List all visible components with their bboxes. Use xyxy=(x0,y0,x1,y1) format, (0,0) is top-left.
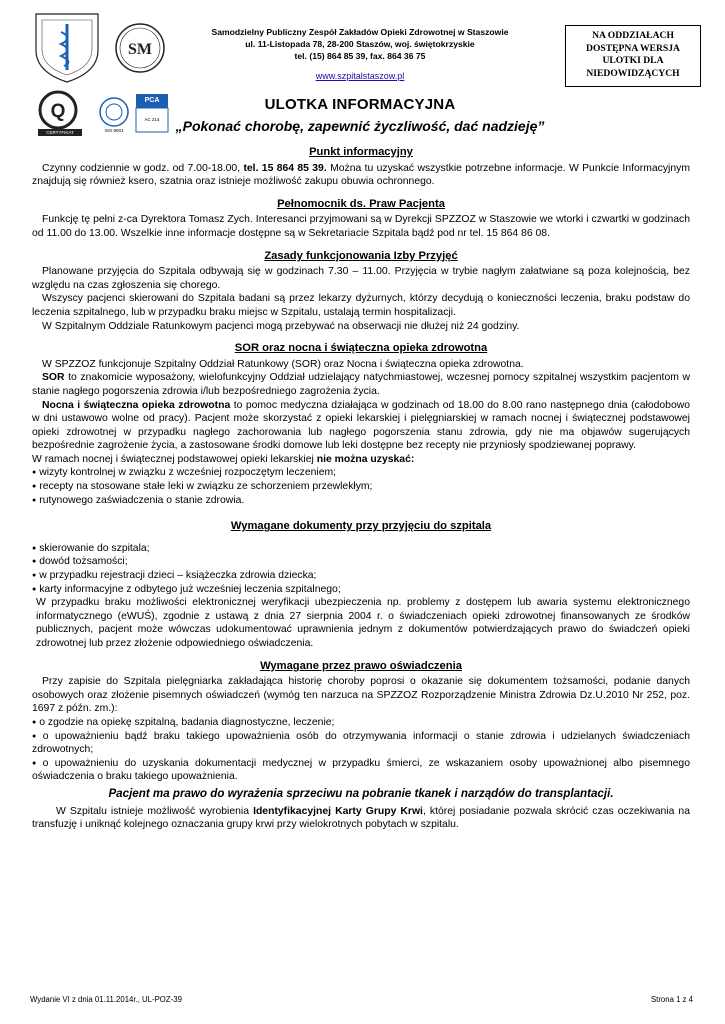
list-item: ● dowód tożsamości; xyxy=(32,555,690,569)
seal-icon xyxy=(116,24,164,72)
night-care-term: Nocna i świąteczna opieka zdrowotna xyxy=(42,399,231,411)
org-name: Samodzielny Publiczny Zespół Zakładów Opieki Zdrowotnej w Staszowie xyxy=(211,27,509,37)
list-item: ● w przypadku rejestracji dzieci – książeczka zdrowia dziecka; xyxy=(32,569,690,583)
text: to znakomicie wyposażony, wielofunkcyjny Oddział udzielający natychmiastowej, wczesnej pomocy szpitalnej wszystkim pacjentom w stanie nagłego pogorszenia zdrowia i/lub bezpośredniego zagrożenia życia. xyxy=(32,372,690,397)
admission-paragraph: W Szpitalnym Oddziale Ratunkowym pacjenci mogą przebywać na obserwacji nie dłużej niż 24 godziny. xyxy=(42,320,520,332)
notice-line: NA ODDZIAŁACH xyxy=(592,30,674,41)
org-phone: tel. (15) 864 85 39, fax. 864 36 75 xyxy=(294,51,426,61)
text: Czynny codziennie w godz. od 7.00-18.00, xyxy=(42,162,241,174)
pca-sub-label: AC 214 xyxy=(144,117,160,122)
documents-list xyxy=(32,542,690,596)
section-heading-documents: Wymagane dokumenty przy przyjęciu do szpitala xyxy=(230,520,492,533)
patient-rights-paragraph: Funkcję tę pełni z-ca Dyrektora Tomasz Zych. Interesanci przyjmowani są w Dyrekcji SPZZOZ w Staszowie we wtorki i czwartki w godzinach od 11.00 do 13.00. Wszelkie inne informacje dostępne są w Sekretariacie Szpitala bądź pod nr tel. 15 864 86 08. xyxy=(32,214,690,239)
section-heading-admission-rules: Zasady funkcjonowania Izby Przyjęć xyxy=(264,249,458,262)
notice-line: ULOTKI DLA xyxy=(602,55,664,66)
text: Można tu uzyskać wszystkie potrzebne informacje. W Punkcie Informacyjnym znajdują się również ksero, szatnia oraz istnieje możliwość zakupu obuwia ochronnego. xyxy=(32,162,690,188)
admission-paragraph: Wszyscy pacjenci skierowani do Szpitala badani są przez lekarzy dyżurnych, którzy decydują o konieczności leczenia, braku podstaw do leczenia szpitalnego, lub w przypadku braku miejsc w Szpitalu, ustalają termin hospitalizacji. xyxy=(32,293,690,318)
admission-paragraph: Planowane przyjęcia do Szpitala odbywają się w godzinach 7.30 – 11.00. Przyjęcia w trybie nagłym załatwiane są poza kolejnością, bez względu na czas zgłoszenia się chorego. xyxy=(32,266,690,291)
text: W ramach nocnej i świątecznej podstawowej opieki lekarskiej xyxy=(32,453,314,465)
iso-label: ISO 9001 xyxy=(104,128,124,133)
leaflet-content xyxy=(32,143,690,832)
iso-icon xyxy=(100,98,128,126)
text: to pomoc medyczna działająca w godzinach od 18.00 do 8.00 rano następnego dnia (całodobowo w dni ustawowo wolne od pracy). Pacjent może skorzystać z opieki lekarskiej i pielęgniarskiej w ramach nocnej i świątecznej podstawowej opieki zdrowotnej w przypadku nagłego zachorowania lub nagłego pogorszenia stanu zdrowia, gdy nie ma objawów sugerujących bezpośrednie zagrożenie życia, a zastosowane środki domowe lub leki dostępne bez recepty nie przyniosły spodziewanej poprawy. xyxy=(32,399,691,452)
transplant-statement: Pacjent ma prawo do wyrażenia sprzeciwu na pobranie tkanek i narządów do transplantacji. xyxy=(108,786,614,800)
blood-card-paragraph xyxy=(32,805,690,832)
statements-paragraph: Przy zapisie do Szpitala pielęgniarka zakładająca historię choroby poprosi o okazanie się dokumentem tożsamości, podanie danych osobowych oraz złożenie pisemnych oświadczeń (wymóg ten narzuca na SPZZOZ Rozporządzenie Ministra Zdrowia Dz.U.2010 Nr 252, poz. 1697 z późn. zm.): xyxy=(32,676,690,715)
list-item: ● wizyty kontrolnej w związku z wcześniej rozpoczętym leczeniem; xyxy=(32,466,690,480)
notice-line: DOSTĘPNA WERSJA xyxy=(586,42,680,54)
statements-list xyxy=(32,716,690,784)
org-address: ul. 11-Listopada 78, 28-200 Staszów, woj. świętokrzyskie xyxy=(245,39,475,49)
website-link[interactable]: www.szpitalstaszow.pl xyxy=(315,71,405,81)
list-item: ● o upoważnieniu do uzyskania dokumentacji medycznej w przypadku śmierci, ze wskazaniem osoby upoważnionej albo pisemnego oświadczenia o braku takiego upoważnienia. xyxy=(32,757,690,784)
low-vision-notice-box xyxy=(565,25,701,87)
sor-term: SOR xyxy=(42,372,65,384)
list-item: ● rutynowego zaświadczenia o stanie zdrowia. xyxy=(32,494,690,508)
not-available-list xyxy=(32,466,690,507)
hospital-emblem-icon xyxy=(36,14,98,82)
section-heading-info-point: Punkt informacyjny xyxy=(309,146,413,158)
svg-text:SM: SM xyxy=(128,41,152,58)
list-item: ● skierowanie do szpitala; xyxy=(32,542,690,556)
info-point-paragraph xyxy=(32,162,690,189)
list-item: ● recepty na stosowane stałe leki w związku ze schorzeniem przewlekłym; xyxy=(32,480,690,494)
page-title: ULOTKA INFORMACYJNA xyxy=(264,96,456,113)
section-heading-sor: SOR oraz nocna i świąteczna opieka zdrowotna xyxy=(234,342,488,355)
blood-card-term: Identyfikacyjnej Karty Grupy Krwi xyxy=(253,805,423,817)
list-item: ● o upoważnieniu bądź braku takiego upoważnienia osób do otrzymywania informacji o stanie zdrowia i udzielanych świadczeniach zdrowotnych; xyxy=(32,730,690,757)
text: W Szpitalu istnieje możliwość wyrobienia xyxy=(56,805,249,817)
section-heading-patient-rights: Pełnomocnik ds. Praw Pacjenta xyxy=(277,197,445,210)
not-available-term: nie można uzyskać: xyxy=(316,453,415,465)
list-item: ● o zgodzie na opiekę szpitalną, badania diagnostyczne, leczenie; xyxy=(32,716,690,730)
sor-paragraph xyxy=(32,371,690,398)
sor-paragraph xyxy=(32,453,690,467)
page-number: Strona 1 z 4 xyxy=(650,995,693,1004)
documents-paragraph: W przypadku braku możliwości elektronicznej weryfikacji ubezpieczenia np. problemy z dostępem lub awaria systemu elektronicznego informatycznego (eWUŚ), zgodnie z ustawą z dnia 27 sierpnia 2004 r. o świadczeniach opieki zdrowotnej finansowanych ze środków publicznych, pacjent może wówczas udokumentować uprawnienia jednym z dokumentów potwierdzających prawo do świadczeń opieki zdrowotnej lub przez złożenie odpowiedniego oświadczenia. xyxy=(36,597,690,649)
svg-text:Q: Q xyxy=(50,101,66,122)
list-item: ● karty informacyjne z odbytego już wcześniej leczenia szpitalnego; xyxy=(32,583,690,597)
text: , której posiadanie pozwala skrócić czas oczekiwania na transfuzję i uniknąć kolejnego oznaczania grupy krwi przy wielokrotnych pobytach w szpitalu. xyxy=(32,805,690,831)
section-heading-statements: Wymagane przez prawo oświadczenia xyxy=(260,659,462,672)
header-block xyxy=(180,26,540,82)
info-phone: tel. 15 864 85 39. xyxy=(243,162,327,174)
sor-paragraph: W SPZZOZ funkcjonuje Szpitalny Oddział Ratunkowy (SOR) oraz Nocna i świąteczna opieka zdrowotna. xyxy=(42,358,524,370)
notice-line: NIEDOWIDZĄCYCH xyxy=(586,67,680,79)
certificate-label: CERTYFIKAT 2013/52 xyxy=(46,130,74,142)
edition-footer: Wydanie VI z dnia 01.11.2014r., UL-POZ-39 xyxy=(30,995,182,1004)
motto: „Pokonać chorobę, zapewnić życzliwość, dać nadzieję” xyxy=(175,118,545,134)
sor-paragraph xyxy=(32,399,690,453)
pca-label: PCA xyxy=(144,97,160,104)
